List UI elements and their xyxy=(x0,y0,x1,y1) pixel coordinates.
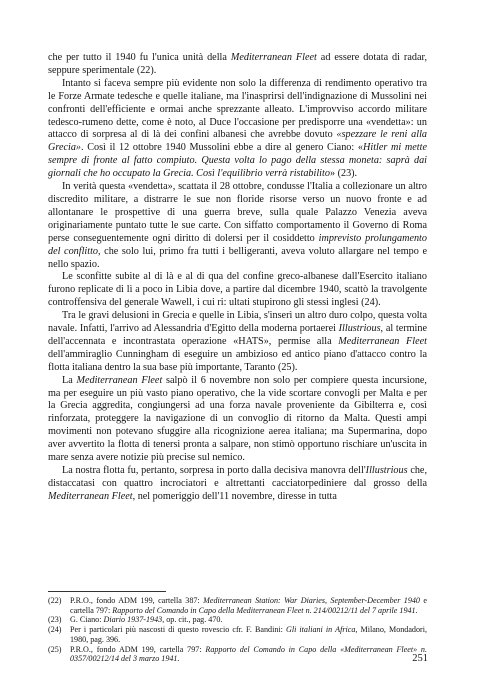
paragraph-run: » (23). xyxy=(329,168,358,180)
footnote-separator xyxy=(48,591,166,592)
footnote-number: (25) xyxy=(48,644,62,654)
paragraph-run: salpò il 6 novembre non solo per compiere questa incursione, ma per eseguire un più vasto piano operativo, che la vide scortare convogli per Malta e per la Grecia aggredita, congiungersi ad una forza navale proveniente da Gibilterra e, così rinforzata, proteggere la navigazione di un convoglio di ritorno da Malta. Questi ampi movimenti non potevano sfuggire alla ricognizione aerea italiana; ma Supermarina, dopo aver avvertito la flotta di tenersi pronta a salpare, non stimò opportuno rischiare un'uscita in mare senza avere notizie più precise sul nemico. xyxy=(48,374,427,464)
paragraph xyxy=(48,78,427,181)
footnote-run: , Milano, Mondadori, 1980, pag. 396. xyxy=(70,625,427,644)
paragraph xyxy=(48,271,427,310)
footnote-number: (22) xyxy=(48,596,62,605)
footnote-text xyxy=(70,615,427,625)
footnote-italic-run: Rapporto del Comando in Capo della «Mediterranean Fleet» n. 0357/00212/14 del 3 marzo 1941. xyxy=(70,644,427,664)
paragraph-run: dell'ammiraglio Cunningham di eseguire un ambizioso ed antico piano d'attacco contro la flotta italiana dentro la sua base più importante, Taranto (25). xyxy=(48,348,427,373)
paragraph-run: che per tutto il 1940 fu l'unica unità della xyxy=(48,52,231,63)
footnote-run: P.R.O., fondo ADM 199, cartella 797: xyxy=(70,644,206,654)
footnote xyxy=(48,615,427,625)
footnote-run: Per i particolari più nascosti di questo rovescio cfr. F. Bandini: xyxy=(70,625,286,635)
paragraph-run: La xyxy=(62,374,77,386)
footnote-run: P.R.O., fondo ADM 199, cartella 387: xyxy=(70,596,204,605)
paragraph xyxy=(48,52,427,78)
paragraph-run: Intanto si faceva sempre più evidente non solo la differenza di rendimento operativo tra le Forze Armate tedesche e quelle italiane, ma l'inasprirsi dell'indignazione di Mussolini nei confronti dell'efficiente e ormai anche sprezzante alleato. L'improvviso accordo militare tedesco-rumeno dette, come è noto, al Duce l'occasione per predisporre una «vendetta»: un attacco di sorpresa al di là dei confini albanesi che avrebbe dovuto xyxy=(48,77,427,141)
footnote-run: e cartella 797: xyxy=(70,596,427,615)
paragraph-italic-run: «spezzare le reni alla Grecia» xyxy=(48,129,427,154)
body-text xyxy=(48,52,427,504)
footnote xyxy=(48,596,427,615)
page-number: 251 xyxy=(412,653,428,664)
footnote-text xyxy=(70,625,427,644)
footnote xyxy=(48,625,427,644)
paragraph-run: . Così il 12 ottobre 1940 Mussolini ebbe a dire al genero Ciano: « xyxy=(81,142,364,154)
paragraph-italic-run: Mediterranean Fleet xyxy=(338,335,427,347)
paragraph-run: che, distaccatasi con quattro incrociatori e altrettanti cacciatorpediniere dal grosso della xyxy=(48,465,427,489)
paragraph-run: , al termine dell'accennata e incontrastata operazione «HATS», permise alla xyxy=(48,323,427,347)
paragraph-run: ad essere dotata di radar, seppure sperimentale (22). xyxy=(48,52,427,76)
footnote-number: (23) xyxy=(48,615,62,625)
footnote-run: , op. cit., pag. 470. xyxy=(162,615,223,625)
footnote-text xyxy=(70,596,427,615)
paragraph-run: , nel pomeriggio dell'11 novembre, diresse in tutta xyxy=(132,490,337,502)
paragraph-run: In verità questa «vendetta», scattata il 28 ottobre, condusse l'Italia a collezionare un altro discredito militare, a distrarre le sue non floride risorse verso un nuovo fronte e ad allontanare le prospettive di una guerra breve, sulla quale Palazzo Venezia aveva originariamente puntato tutte le sue carte. Con siffatto comportamento il Governo di Roma perse conseguentemente ogni diritto di dolersi per il cosiddetto xyxy=(48,181,427,244)
paragraph xyxy=(48,181,427,271)
paragraph-run: , che solo lui, primo fra tutti i belligeranti, aveva voluto allargare nel tempo e nello spazio. xyxy=(48,245,427,270)
footnote-italic-run: Rapporto del Comando in Capo della Mediterranean Fleet n. 214/00212/11 del 7 aprile 1941. xyxy=(112,605,418,615)
paragraph-run: Le sconfitte subite al di là e al di qua del confine greco-albanese dall'Esercito italiano furono replicate di lì a poco in Libia dove, a partire dal dicembre 1940, scattò la travolgente controffensiva del generale Wawell, i cui ri: ultati stupirono gli stessi inglesi (24). xyxy=(48,271,427,309)
footnote-italic-run: Mediterranean Station: War Diaries, September-December 1940 xyxy=(203,596,420,605)
paragraph-run: Tra le gravi delusioni in Grecia e quelle in Libia, s'inserì un altro duro colpo, questa volta navale. Infatti, l'arrivo ad Alessandria d'Egitto della moderna portaerei xyxy=(48,310,427,335)
footnote xyxy=(48,645,427,664)
paragraph xyxy=(48,465,427,504)
paragraph-italic-run: Mediterranean Fleet xyxy=(48,490,133,502)
footnote-number: (24) xyxy=(48,625,62,635)
footnotes xyxy=(48,596,427,664)
footnote-italic-run: Diario 1937-1943 xyxy=(103,615,163,625)
footnote-text xyxy=(70,645,427,664)
paragraph-italic-run: Mediterranean Fleet xyxy=(76,374,163,386)
paragraph-italic-run: Mediterranean Fleet xyxy=(230,52,317,63)
paragraph-italic-run: Hitler mi mette sempre di fronte al fatto compiuto. Questa volta lo pago della stessa moneta: saprà dai giornali che ho occupato la Grecia. Così l'equilibrio verrà ristabilito xyxy=(48,142,427,180)
paragraph-italic-run: Illustrious xyxy=(338,323,381,335)
footnote-run: G. Ciano: xyxy=(70,615,104,625)
paragraph-italic-run: Illustrious xyxy=(365,465,408,476)
paragraph-run: La nostra flotta fu, pertanto, sorpresa in porto dalla decisiva manovra dell' xyxy=(62,465,366,476)
paragraph-italic-run: imprevisto prolungamento del conflitto xyxy=(48,232,427,257)
paragraph xyxy=(48,375,427,465)
footnote-italic-run: Gli italiani in Africa xyxy=(285,625,356,635)
paragraph xyxy=(48,310,427,375)
